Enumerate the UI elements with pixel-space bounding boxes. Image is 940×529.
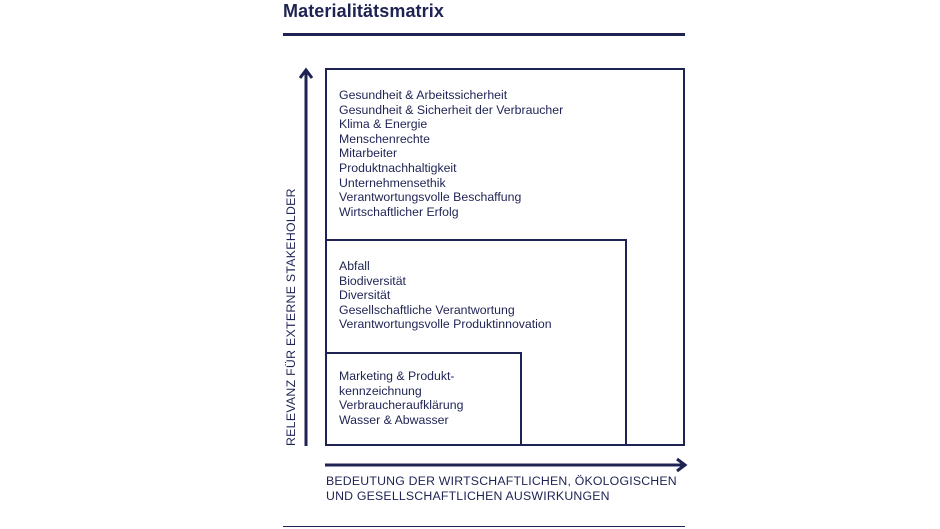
list-item: Menschenrechte (339, 131, 430, 146)
list-item: Abfall (339, 259, 370, 273)
x-axis-label-line-1: BEDEUTUNG DER WIRTSCHAFTLICHEN, ÖKOLOGISCHEN (326, 474, 677, 488)
list-item: Verantwortungsvolle Produktinnovation (339, 317, 552, 332)
list-item: Unternehmensethik (339, 175, 446, 190)
tier-high-list (339, 88, 563, 219)
list-item: Produktnachhaltigkeit (339, 160, 457, 175)
list-item: Verbraucheraufklärung (339, 398, 464, 413)
list-item: Marketing & Produkt- (339, 369, 455, 383)
x-axis-label (326, 474, 677, 504)
tier-medium-list (339, 259, 552, 332)
x-axis-label-line-2: UND GESELLSCHAFTLICHEN AUSWIRKUNGEN (326, 489, 610, 503)
tier-low-list (339, 369, 463, 427)
list-item: Gesundheit & Sicherheit der Verbraucher (339, 102, 564, 117)
y-axis-label: RELEVANZ FÜR EXTERNE STAKEHOLDER (284, 188, 298, 446)
list-item: Biodiversität (339, 273, 406, 288)
list-item: Wirtschaftlicher Erfolg (339, 204, 459, 219)
page-title: Materialitätsmatrix (283, 1, 444, 21)
list-item: Mitarbeiter (339, 146, 398, 161)
bottom-divider (283, 526, 685, 527)
list-item: Gesundheit & Arbeitssicherheit (339, 88, 508, 102)
list-item: Gesellschaftliche Verantwortung (339, 302, 515, 317)
list-item: Verantwortungsvolle Beschaffung (339, 190, 522, 205)
list-item: kennzeichnung (339, 383, 422, 398)
list-item: Diversität (339, 288, 391, 303)
list-item: Klima & Energie (339, 117, 428, 132)
list-item: Wasser & Abwasser (339, 412, 449, 427)
